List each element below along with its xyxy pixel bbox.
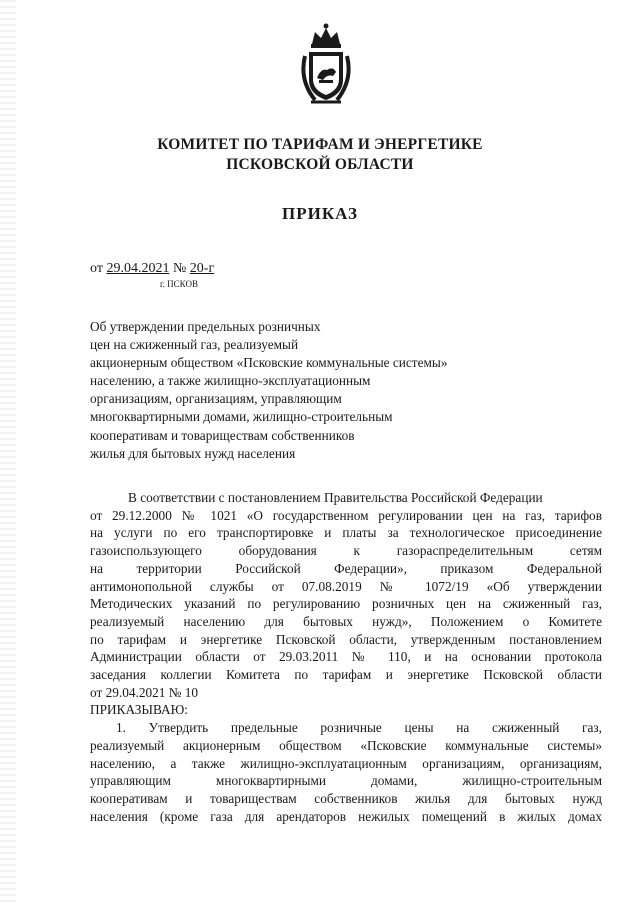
order-date: 29.04.2021 <box>106 261 170 276</box>
body-line: Администрации области от 29.03.2011 № 110, и на основании протокола <box>90 649 602 665</box>
body-line: заседания коллегии Комитета по тарифам и энергетике Псковской области <box>90 667 602 683</box>
order-number: 20-г <box>189 261 215 276</box>
title-line: организациям, организациям, управляющим <box>90 391 342 407</box>
body-line: по тарифам и энергетике Псковской области, утвержденным постановлением <box>90 631 602 647</box>
organization-name-line-2: ПСКОВСКОЙ ОБЛАСТИ <box>226 156 414 173</box>
body-line: газоиспользующего оборудования к газораспределительным сетям <box>90 543 602 559</box>
body-line: реализуемый акционерным обществом «Псковские коммунальные системы» <box>90 737 602 753</box>
coat-of-arms-icon <box>297 22 355 106</box>
body-line: антимонопольной службы от 07.08.2019 № 1072/19 «Об утверждении <box>90 578 602 594</box>
body-line: на услуги по его транспортировке и платы за технологическое присоединение <box>90 525 602 541</box>
order-city: г. ПСКОВ <box>160 279 198 289</box>
document-type: ПРИКАЗ <box>282 204 358 223</box>
body-line: на территории Российской Федерации», приказом Федеральной <box>90 560 602 576</box>
order-prefix: от <box>90 261 103 276</box>
title-line: кооперативам и товариществам собственников <box>90 427 355 443</box>
title-line: населению, а также жилищно-эксплуатационным <box>90 373 371 389</box>
body-line: населению, а также жилищно-эксплуатационным организациям, организациям, <box>90 755 602 771</box>
body-line: 1. Утвердить предельные розничные цены на сжиженный газ, <box>116 720 602 736</box>
title-line: акционерным обществом «Псковские коммунальные системы» <box>90 355 448 371</box>
order-number-sign: № <box>172 261 187 276</box>
title-line: цен на сжиженный газ, реализуемый <box>90 337 299 353</box>
body-line: от 29.04.2021 № 10 <box>90 684 199 700</box>
order-title <box>90 318 520 463</box>
body-line: кооперативам и товариществам собственников жилья для бытовых нужд <box>90 790 602 806</box>
order-directive: ПРИКАЗЫВАЮ: <box>90 702 188 718</box>
title-line: жилья для бытовых нужд населения <box>90 445 296 461</box>
body-line: управляющим многоквартирными домами, жилищно-строительным <box>90 773 602 789</box>
body-line: от 29.12.2000 № 1021 «О государственном регулировании цен на газ, тарифов <box>90 507 602 523</box>
order-date-line <box>90 261 214 277</box>
title-line: Об утверждении предельных розничных <box>90 319 321 334</box>
body-line: В соответствии с постановлением Правительства Российской Федерации <box>128 490 543 505</box>
order-body <box>90 489 602 825</box>
body-line: населения (кроме газа для арендаторов нежилых помещений в жилых домах <box>90 808 602 824</box>
body-line: реализуемый населению для бытовых нужд», Положением о Комитете <box>90 613 602 629</box>
organization-name-line-1: КОМИТЕТ ПО ТАРИФАМ И ЭНЕРГЕТИКЕ <box>157 136 483 153</box>
title-line: многоквартирными домами, жилищно-строительным <box>90 409 393 425</box>
body-line: Методических указаний по регулированию розничных цен на сжиженный газ, <box>90 596 602 612</box>
